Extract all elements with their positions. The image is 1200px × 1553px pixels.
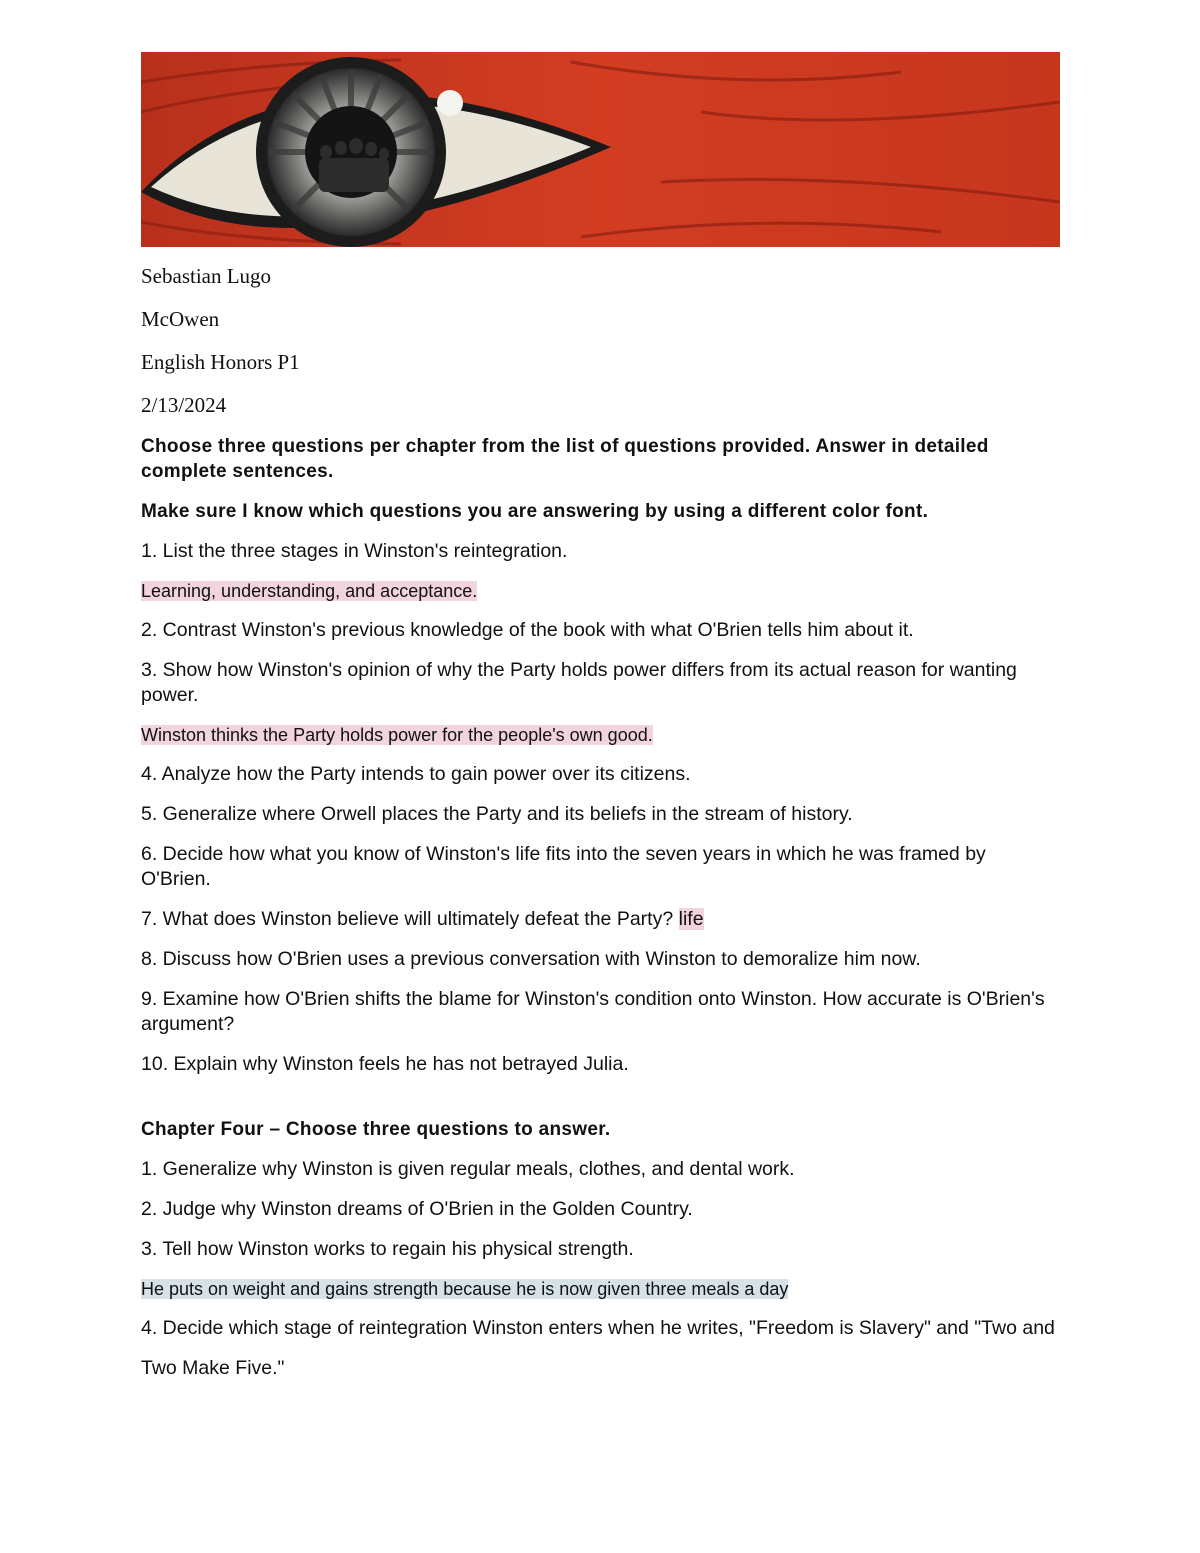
ch4-answer-3-text: He puts on weight and gains strength because he is now given three meals a day: [141, 1279, 789, 1299]
question-7: [141, 907, 1061, 932]
ch4-question-3: 3. Tell how Winston works to regain his physical strength.: [141, 1238, 634, 1260]
ch4-answer-3: [141, 1277, 1061, 1302]
question-7-text: 7. What does Winston believe will ultimately defeat the Party?: [141, 908, 674, 930]
question-8: 8. Discuss how O'Brien uses a previous conversation with Winston to demoralize him now.: [141, 948, 921, 970]
student-name: Sebastian Lugo: [141, 264, 272, 288]
ch4-question-4-continued: Two Make Five.": [141, 1357, 285, 1379]
answer-7-text: life: [678, 908, 704, 930]
ch4-question-4: 4. Decide which stage of reintegration Winston enters when he writes, "Freedom is Slavery" and "Two and: [141, 1317, 1055, 1339]
question-3: 3. Show how Winston's opinion of why the Party holds power differs from its actual reason for wanting power.: [141, 659, 1017, 706]
course-name: English Honors P1: [141, 350, 300, 374]
answer-3-text: Winston thinks the Party holds power for the people's own good.: [141, 725, 653, 745]
question-1: 1. List the three stages in Winston's reintegration.: [141, 540, 568, 562]
question-9: 9. Examine how O'Brien shifts the blame for Winston's condition onto Winston. How accurate is O'Brien's argument?: [141, 988, 1045, 1035]
ch4-question-2: 2. Judge why Winston dreams of O'Brien in the Golden Country.: [141, 1198, 693, 1220]
document-body: [141, 262, 1061, 1396]
eye-illustration: [141, 52, 1060, 247]
ch4-question-1: 1. Generalize why Winston is given regular meals, clothes, and dental work.: [141, 1158, 795, 1180]
answer-3: [141, 723, 1061, 748]
answer-1: [141, 579, 1061, 604]
question-2: 2. Contrast Winston's previous knowledge of the book with what O'Brien tells him about it.: [141, 619, 914, 641]
question-6: 6. Decide how what you know of Winston's life fits into the seven years in which he was framed by O'Brien.: [141, 843, 986, 890]
teacher-name: McOwen: [141, 307, 220, 331]
instruction-color-font: Make sure I know which questions you are answering by using a different color font.: [141, 501, 929, 522]
question-10: 10. Explain why Winston feels he has not betrayed Julia.: [141, 1053, 629, 1075]
header-banner-image: [141, 52, 1060, 247]
question-5: 5. Generalize where Orwell places the Party and its beliefs in the stream of history.: [141, 803, 853, 825]
instruction-choose-questions: Choose three questions per chapter from the list of questions provided. Answer in detailed complete sentences.: [141, 436, 989, 482]
chapter-four-heading: Chapter Four – Choose three questions to answer.: [141, 1119, 611, 1140]
answer-1-text: Learning, understanding, and acceptance.: [141, 581, 478, 601]
assignment-date: 2/13/2024: [141, 393, 227, 417]
question-4: 4. Analyze how the Party intends to gain power over its citizens.: [141, 763, 691, 785]
